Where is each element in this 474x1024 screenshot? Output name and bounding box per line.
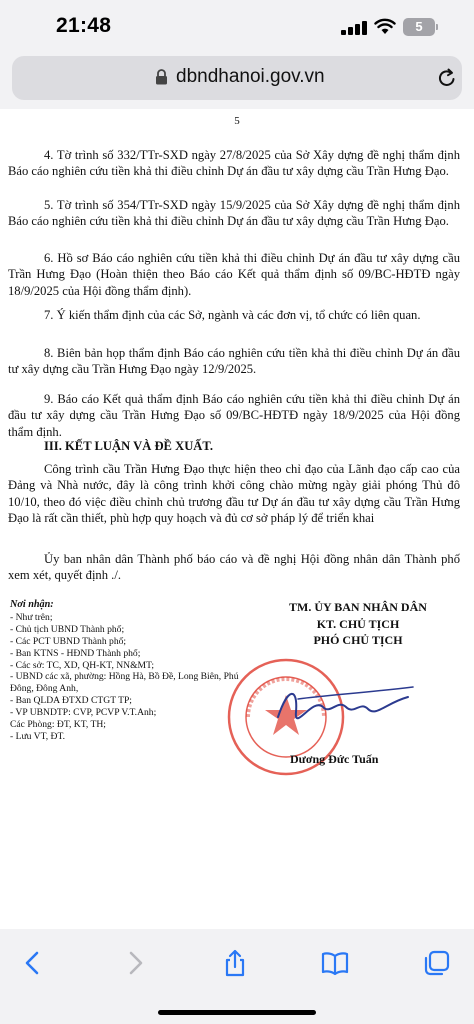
reload-icon[interactable] xyxy=(436,67,458,89)
recipient-line: Các Phòng: ĐT, KT, TH; xyxy=(10,719,106,731)
page-number: 5 xyxy=(234,115,240,127)
reference-item-8: 8. Biên bản họp thẩm định Báo cáo nghiên cứu tiền khả thi điều chỉnh Dự án đầu tư xây dựng cầu Trần Hưng Đạo ngày 12/9/2025. xyxy=(8,346,460,377)
battery-level: 5 xyxy=(415,19,423,34)
forward-icon[interactable] xyxy=(120,948,150,978)
signer-name: Dương Đức Tuấn xyxy=(290,752,379,766)
signature-line-1: TM. ỦY BAN NHÂN DÂN xyxy=(289,600,427,614)
recipient-line: - Ban QLDA ĐTXD CTGT TP; xyxy=(10,695,132,707)
signature-line-3: PHÓ CHỦ TỊCH xyxy=(313,633,403,647)
conclusion-paragraph: Công trình cầu Trần Hưng Đạo thực hiện theo chỉ đạo của Lãnh đạo cấp cao của Đảng và Nhà nước, đây là công trình khởi công chào mừng ngày giải phóng Thủ đô 10/10, theo đó việc điều chỉnh chủ trương đầu tư Dự án đầu tư xây dựng cầu Trần Hưng Đạo là rất cần thiết, phù hợp quy hoạch và đủ cơ sở pháp lý để triển khai xyxy=(8,462,460,526)
share-icon[interactable] xyxy=(220,948,250,978)
recipients-block xyxy=(10,599,240,743)
recipient-line: - Lưu VT, ĐT. xyxy=(10,730,66,742)
reference-item-4: 4. Tờ trình số 332/TTr-SXD ngày 27/8/2025 của Sở Xây dựng đề nghị thẩm định Báo cáo nghiên cứu tiền khả thi điều chỉnh Dự án đầu tư xây dựng cầu Trần Hưng Đạo. xyxy=(8,148,460,179)
reference-item-7: 7. Ý kiến thẩm định của các Sở, ngành và các đơn vị, tổ chức có liên quan. xyxy=(44,308,421,322)
reference-item-6: 6. Hồ sơ Báo cáo nghiên cứu tiền khả thi điều chỉnh Dự án đầu tư xây dựng cầu Trần Hưng Đạo (Hoàn thiện theo Báo cáo Kết quả thẩm định số 09/BC-HĐTĐ ngày 18/9/2025 của Hội đồng thẩm định). xyxy=(8,251,460,298)
signature-block xyxy=(258,599,458,649)
wifi-icon xyxy=(374,17,396,35)
recipient-line: - Các PCT UBND Thành phố; xyxy=(10,635,127,647)
reference-item-5: 5. Tờ trình số 354/TTr-SXD ngày 15/9/2025 của Sở Xây dựng đề nghị thẩm định Báo cáo nghiên cứu tiền khả thi điều chỉnh Dự án đầu tư xây dựng cầu Trần Hưng Đạo. xyxy=(8,198,460,229)
status-bar xyxy=(0,0,474,56)
bookmarks-icon[interactable] xyxy=(320,948,350,978)
handwritten-signature xyxy=(268,677,418,737)
url-text[interactable]: dbndhanoi.gov.vn xyxy=(176,66,325,87)
recipient-line: - VP UBNDTP: CVP, PCVP V.T.Anh; xyxy=(10,707,157,719)
battery-tip xyxy=(436,24,438,30)
signature-line-2: KT. CHỦ TỊCH xyxy=(316,616,400,631)
battery-icon xyxy=(403,18,435,36)
signal-icon xyxy=(341,21,369,35)
recipients-title: Nơi nhận: xyxy=(10,599,54,610)
section-heading: III. KẾT LUẬN VÀ ĐỀ XUẤT. xyxy=(44,439,214,453)
recipient-line: - Ban KTNS - HĐND Thành phố; xyxy=(10,647,141,659)
address-bar[interactable] xyxy=(12,56,462,100)
recipient-line: - UBND các xã, phường: Hồng Hà, Bồ Đề, Long Biên, Phú Đông, Đông Anh, xyxy=(10,671,239,695)
back-icon[interactable] xyxy=(18,948,48,978)
status-time: 21:48 xyxy=(56,14,112,37)
lock-icon xyxy=(155,69,168,85)
recipient-line: - Các sở: TC, XD, QH-KT, NN&MT; xyxy=(10,659,155,671)
document-page[interactable] xyxy=(0,109,474,929)
tabs-icon[interactable] xyxy=(422,948,452,978)
reference-item-9: 9. Báo cáo Kết quả thẩm định Báo cáo nghiên cứu tiền khả thi điều chỉnh Dự án đầu tư xây dựng cầu Trần Hưng Đạo số 09/BC-HĐTĐ ngày 18/9/2025 của Hội đồng thẩm định. xyxy=(8,392,460,439)
recipient-line: - Như trên; xyxy=(10,611,53,623)
recipient-line: - Chủ tịch UBND Thành phố; xyxy=(10,623,125,635)
home-indicator[interactable] xyxy=(158,1010,316,1015)
proposal-paragraph: Ủy ban nhân dân Thành phố báo cáo và đề nghị Hội đồng nhân dân Thành phố xem xét, quyết định ./. xyxy=(8,552,460,583)
